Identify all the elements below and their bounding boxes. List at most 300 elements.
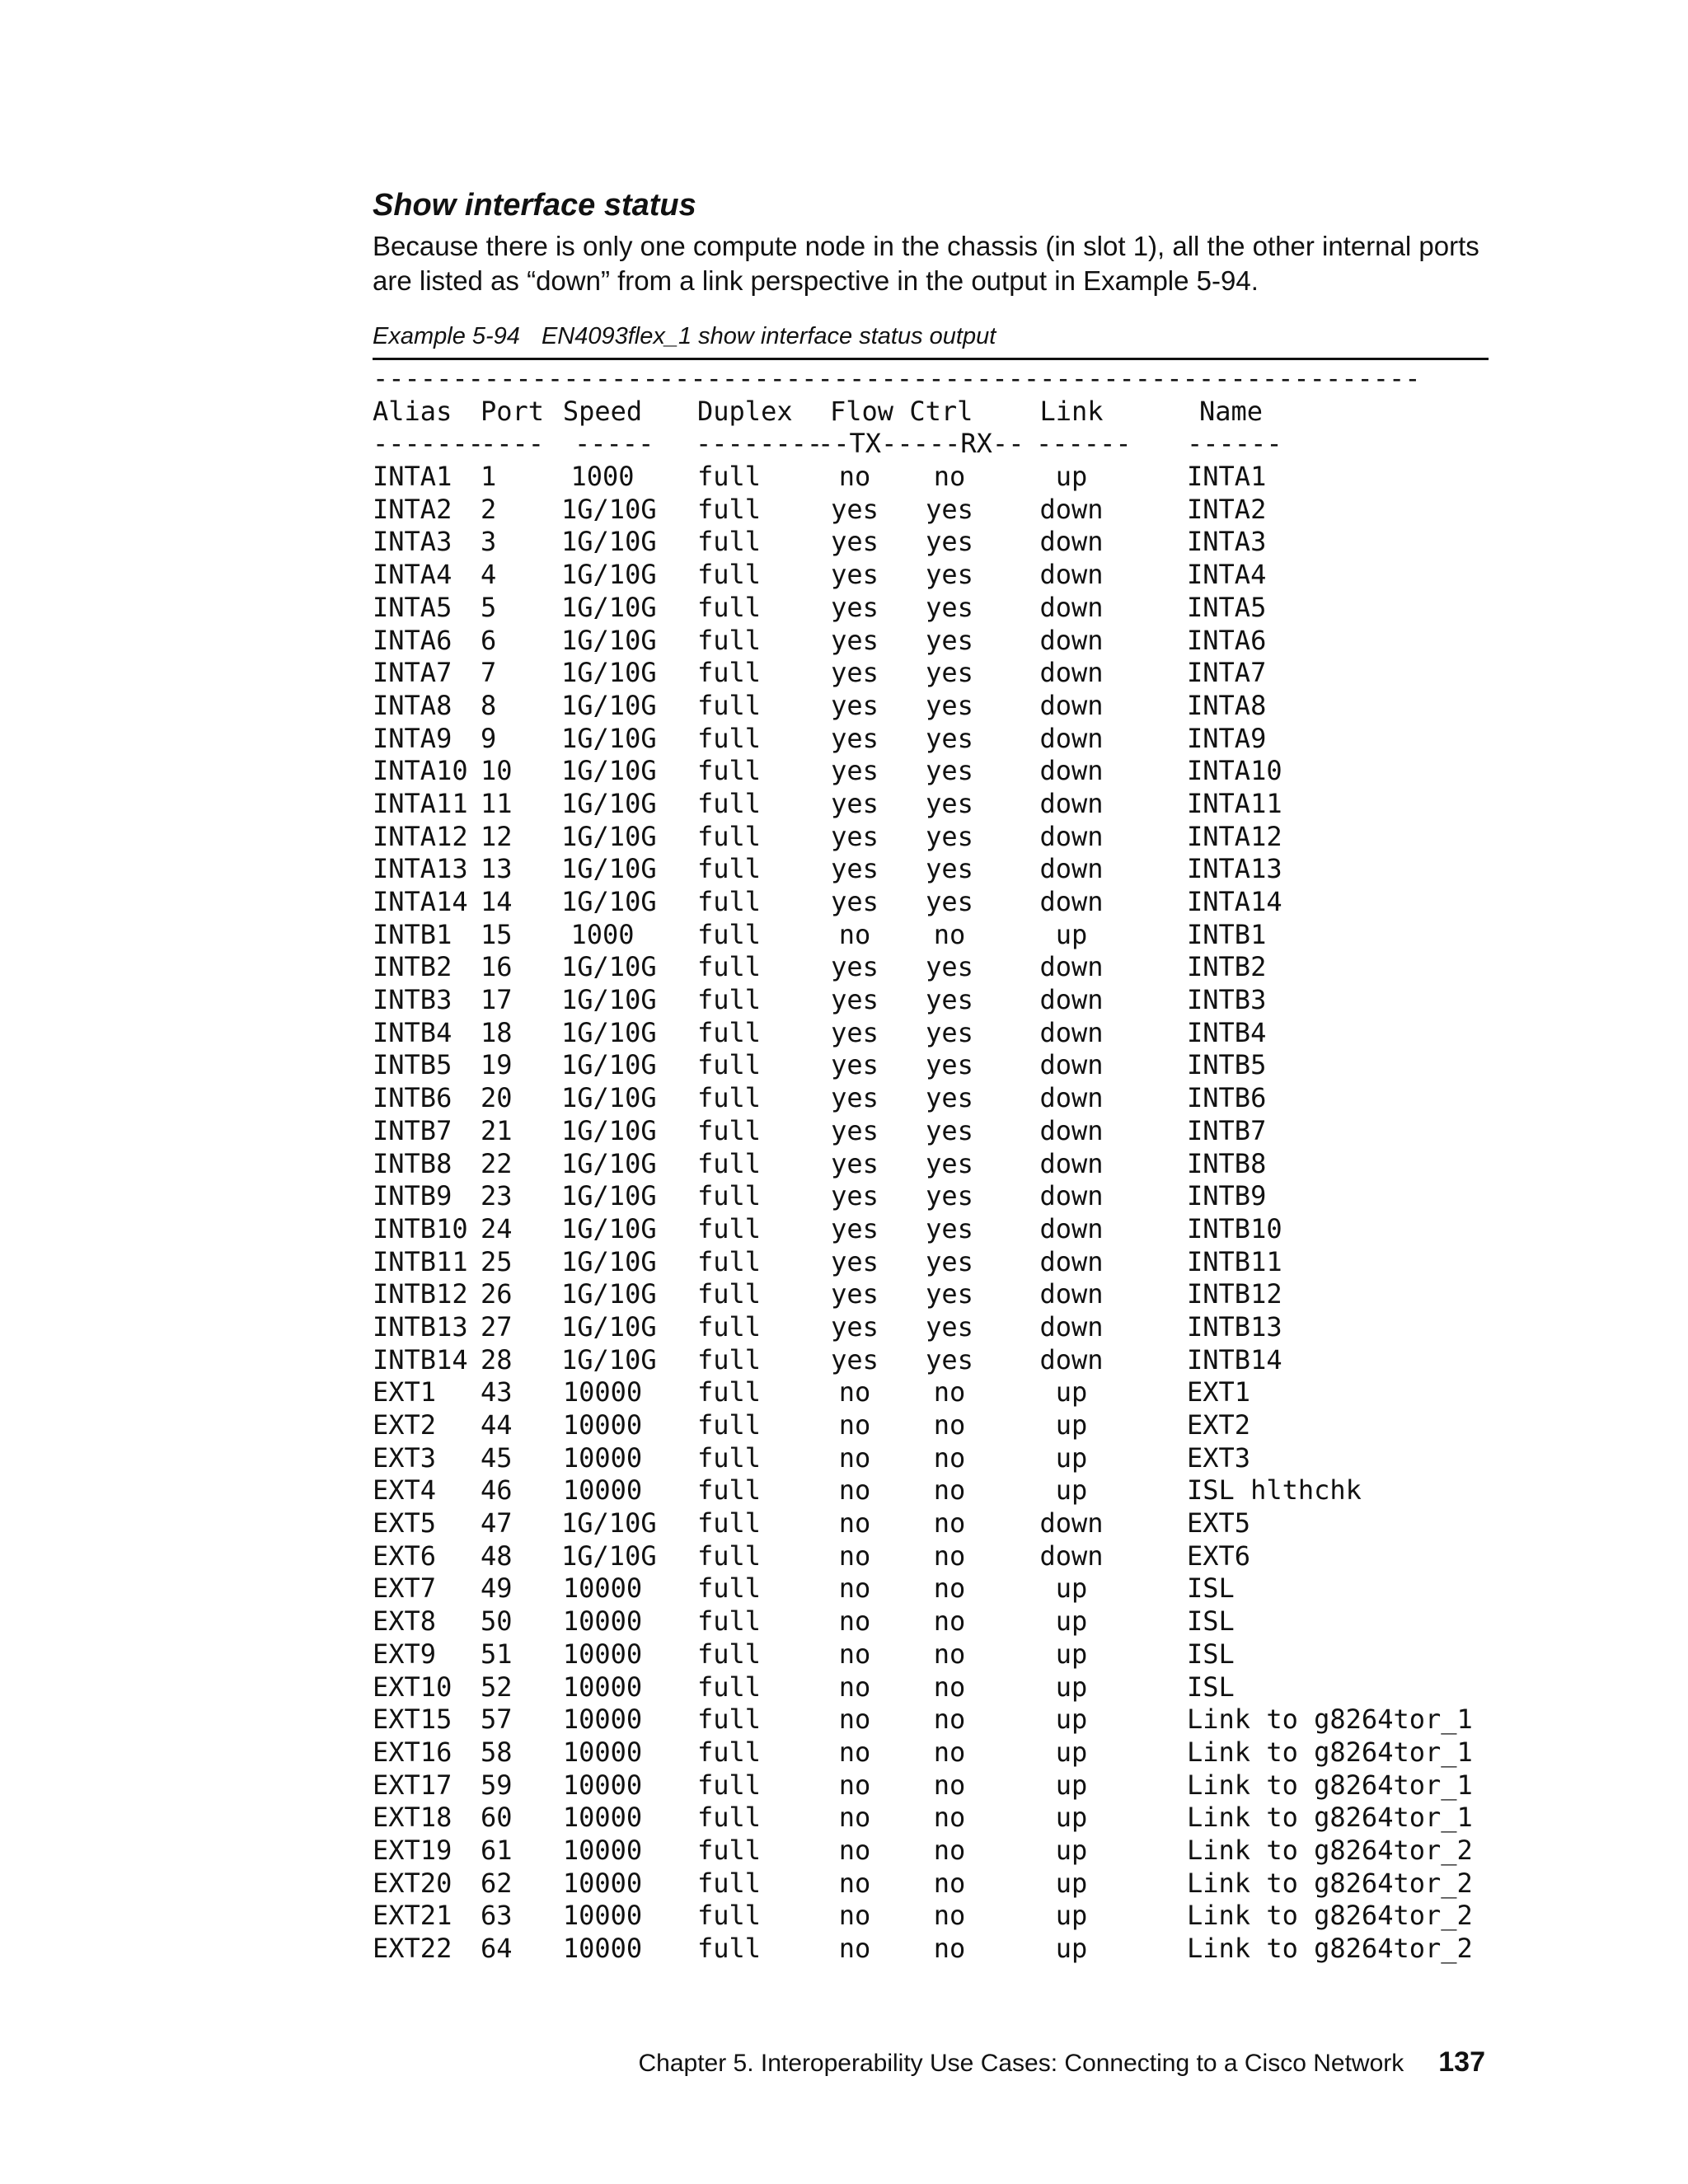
interface-row bbox=[373, 657, 1493, 690]
interface-row bbox=[373, 1736, 1493, 1769]
underline-name: ------ bbox=[1187, 428, 1282, 460]
cell-duplex: full bbox=[697, 1343, 762, 1376]
cell-link: down bbox=[1039, 689, 1104, 721]
cell-flow-tx: yes bbox=[831, 853, 879, 885]
cell-port: 52 bbox=[481, 1671, 513, 1703]
cell-port: 15 bbox=[481, 918, 513, 950]
interface-row bbox=[373, 1933, 1493, 1966]
cell-duplex: full bbox=[697, 1441, 762, 1474]
cell-flow-tx: no bbox=[838, 1441, 871, 1474]
cell-flow-rx: no bbox=[933, 1507, 966, 1540]
cell-flow-tx: yes bbox=[831, 1016, 879, 1048]
cell-flow-tx: no bbox=[838, 1474, 871, 1507]
interface-row bbox=[373, 1802, 1493, 1835]
cell-flow-tx: no bbox=[838, 1540, 871, 1572]
cell-port: 51 bbox=[481, 1638, 513, 1670]
cell-duplex: full bbox=[697, 1474, 762, 1507]
cell-alias: INTB1 bbox=[373, 918, 452, 950]
cell-alias: EXT19 bbox=[373, 1834, 452, 1866]
cell-link: up bbox=[1055, 1474, 1088, 1507]
cell-flow-rx: yes bbox=[926, 1180, 973, 1212]
cell-link: down bbox=[1039, 755, 1104, 787]
header-alias: Alias bbox=[373, 395, 452, 427]
interface-row bbox=[373, 1082, 1493, 1115]
cell-port: 58 bbox=[481, 1736, 513, 1768]
cell-duplex: full bbox=[697, 1671, 762, 1703]
cell-duplex: full bbox=[697, 1834, 762, 1866]
cell-port: 2 bbox=[481, 493, 497, 525]
cell-flow-tx: yes bbox=[831, 1310, 879, 1343]
cell-name: INTB13 bbox=[1187, 1310, 1282, 1343]
cell-alias: INTA5 bbox=[373, 591, 452, 623]
cell-link: down bbox=[1039, 1343, 1104, 1376]
cell-speed: 1G/10G bbox=[561, 1507, 657, 1540]
interface-row bbox=[373, 821, 1493, 854]
cell-duplex: full bbox=[697, 1736, 762, 1768]
cell-speed: 1G/10G bbox=[561, 1114, 657, 1146]
cell-duplex: full bbox=[697, 853, 762, 885]
cell-name: INTA5 bbox=[1187, 591, 1267, 623]
section-heading: Show interface status bbox=[373, 188, 696, 223]
cell-alias: INTB3 bbox=[373, 984, 452, 1016]
cell-link: up bbox=[1055, 1900, 1088, 1932]
interface-row bbox=[373, 1507, 1493, 1540]
cell-link: down bbox=[1039, 722, 1104, 754]
header-link: Link bbox=[1039, 395, 1104, 427]
cell-duplex: full bbox=[697, 951, 762, 983]
cell-name: ISL bbox=[1187, 1638, 1235, 1670]
cell-duplex: full bbox=[697, 1867, 762, 1899]
interface-row bbox=[373, 1017, 1493, 1050]
cell-alias: INTB6 bbox=[373, 1082, 452, 1114]
cell-link: down bbox=[1039, 951, 1104, 983]
cell-alias: EXT20 bbox=[373, 1867, 452, 1899]
cell-duplex: full bbox=[697, 1082, 762, 1114]
cell-speed: 1G/10G bbox=[561, 787, 657, 819]
cell-name: EXT5 bbox=[1187, 1507, 1251, 1540]
cell-flow-tx: no bbox=[838, 1802, 871, 1834]
interface-row bbox=[373, 526, 1493, 559]
cell-flow-tx: yes bbox=[831, 689, 879, 721]
cell-port: 3 bbox=[481, 526, 497, 558]
caption-label: Example 5-94 bbox=[373, 323, 520, 349]
cell-speed: 10000 bbox=[562, 1474, 643, 1507]
cell-link: up bbox=[1055, 1933, 1088, 1964]
cell-alias: EXT7 bbox=[373, 1572, 437, 1605]
cell-flow-tx: yes bbox=[831, 657, 879, 689]
cell-duplex: full bbox=[697, 1802, 762, 1834]
cell-name: INTA9 bbox=[1187, 722, 1267, 754]
cell-port: 11 bbox=[481, 787, 513, 819]
cell-name: Link to g8264tor_1 bbox=[1187, 1736, 1473, 1768]
cell-speed: 1G/10G bbox=[561, 722, 657, 754]
cell-flow-tx: yes bbox=[831, 787, 879, 819]
cell-alias: INTB5 bbox=[373, 1049, 452, 1081]
cell-flow-rx: yes bbox=[926, 722, 973, 754]
cell-duplex: full bbox=[697, 526, 762, 558]
cell-link: up bbox=[1055, 1671, 1088, 1703]
cell-duplex: full bbox=[697, 820, 762, 852]
underline-port: ---- bbox=[481, 428, 545, 460]
cell-name: Link to g8264tor_2 bbox=[1187, 1867, 1473, 1899]
interface-row bbox=[373, 1213, 1493, 1246]
cell-alias: INTA6 bbox=[373, 624, 452, 656]
cell-name: INTB8 bbox=[1187, 1147, 1267, 1179]
interface-row bbox=[373, 1344, 1493, 1377]
cell-port: 64 bbox=[481, 1933, 513, 1964]
cell-speed: 1G/10G bbox=[561, 624, 657, 656]
cell-flow-tx: no bbox=[838, 1704, 871, 1736]
cell-duplex: full bbox=[697, 1572, 762, 1605]
cell-name: ISL bbox=[1187, 1572, 1235, 1605]
cell-name: INTA12 bbox=[1187, 820, 1282, 852]
header-port: Port bbox=[481, 395, 545, 427]
cell-alias: INTA4 bbox=[373, 559, 452, 591]
interface-row bbox=[373, 1115, 1493, 1148]
cell-speed: 10000 bbox=[562, 1605, 643, 1638]
cell-duplex: full bbox=[697, 657, 762, 689]
cell-name: INTA3 bbox=[1187, 526, 1267, 558]
cell-speed: 1G/10G bbox=[561, 559, 657, 591]
cell-speed: 1G/10G bbox=[561, 1049, 657, 1081]
cell-flow-tx: no bbox=[838, 1638, 871, 1670]
interface-row bbox=[373, 1835, 1493, 1868]
cell-flow-tx: no bbox=[838, 1769, 871, 1801]
cell-name: INTB2 bbox=[1187, 951, 1267, 983]
cell-name: INTB3 bbox=[1187, 984, 1267, 1016]
cell-duplex: full bbox=[697, 1900, 762, 1932]
cell-speed: 10000 bbox=[562, 1638, 643, 1670]
cell-alias: INTB2 bbox=[373, 951, 452, 983]
header-row bbox=[373, 396, 1493, 429]
cell-speed: 1G/10G bbox=[561, 1016, 657, 1048]
interface-row bbox=[373, 1769, 1493, 1802]
cell-alias: EXT2 bbox=[373, 1409, 437, 1441]
interface-row bbox=[373, 1442, 1493, 1475]
cell-flow-rx: yes bbox=[926, 559, 973, 591]
underline-alias: ------- bbox=[373, 428, 484, 460]
cell-speed: 1000 bbox=[570, 461, 635, 493]
cell-speed: 1G/10G bbox=[561, 853, 657, 885]
cell-alias: INTB14 bbox=[373, 1343, 468, 1376]
cell-speed: 1G/10G bbox=[561, 1147, 657, 1179]
cell-alias: INTA1 bbox=[373, 461, 452, 493]
cell-link: down bbox=[1039, 1016, 1104, 1048]
interface-row bbox=[373, 1605, 1493, 1638]
cell-link: up bbox=[1055, 1409, 1088, 1441]
cell-port: 8 bbox=[481, 689, 497, 721]
page-number: 137 bbox=[1438, 2046, 1485, 2078]
cell-name: INTA14 bbox=[1187, 886, 1282, 917]
cell-alias: EXT1 bbox=[373, 1376, 437, 1408]
cell-port: 13 bbox=[481, 853, 513, 885]
header-flow-ctrl: Flow Ctrl bbox=[830, 395, 973, 427]
cell-speed: 1G/10G bbox=[561, 689, 657, 721]
cell-alias: EXT22 bbox=[373, 1933, 452, 1964]
cell-flow-rx: yes bbox=[926, 493, 973, 525]
cell-flow-rx: no bbox=[933, 1572, 966, 1605]
underline-link: ------ bbox=[1036, 428, 1132, 460]
cell-port: 21 bbox=[481, 1114, 513, 1146]
interface-row bbox=[373, 1638, 1493, 1671]
cell-duplex: full bbox=[697, 461, 762, 493]
cell-port: 14 bbox=[481, 886, 513, 917]
cell-speed: 10000 bbox=[562, 1409, 643, 1441]
cell-duplex: full bbox=[697, 1638, 762, 1670]
header-duplex: Duplex bbox=[697, 395, 793, 427]
cell-link: down bbox=[1039, 787, 1104, 819]
caption-title: EN4093flex_1 show interface status output bbox=[541, 323, 996, 349]
cell-flow-rx: yes bbox=[926, 820, 973, 852]
cell-flow-tx: yes bbox=[831, 1278, 879, 1310]
cell-name: EXT6 bbox=[1187, 1540, 1251, 1572]
interface-row bbox=[373, 1148, 1493, 1181]
cell-alias: EXT6 bbox=[373, 1540, 437, 1572]
cell-link: up bbox=[1055, 1736, 1088, 1768]
cell-link: up bbox=[1055, 1867, 1088, 1899]
footer-chapter: Chapter 5. Interoperability Use Cases: Connecting to a Cisco Network bbox=[638, 2050, 1404, 2077]
cell-speed: 1G/10G bbox=[561, 820, 657, 852]
cell-duplex: full bbox=[697, 1310, 762, 1343]
cell-alias: INTA8 bbox=[373, 689, 452, 721]
cell-link: down bbox=[1039, 591, 1104, 623]
cell-duplex: full bbox=[697, 755, 762, 787]
cell-flow-rx: yes bbox=[926, 526, 973, 558]
cell-alias: INTB12 bbox=[373, 1278, 468, 1310]
cell-link: down bbox=[1039, 1082, 1104, 1114]
cell-flow-tx: yes bbox=[831, 1114, 879, 1146]
cell-link: down bbox=[1039, 853, 1104, 885]
cell-flow-rx: yes bbox=[926, 984, 973, 1016]
cell-speed: 10000 bbox=[562, 1867, 643, 1899]
cell-flow-tx: yes bbox=[831, 886, 879, 917]
cell-flow-tx: yes bbox=[831, 1049, 879, 1081]
cell-flow-rx: no bbox=[933, 461, 966, 493]
cell-link: down bbox=[1039, 657, 1104, 689]
cell-name: INTB7 bbox=[1187, 1114, 1267, 1146]
cell-flow-rx: yes bbox=[926, 1278, 973, 1310]
cell-alias: EXT18 bbox=[373, 1802, 452, 1834]
cell-flow-rx: yes bbox=[926, 1245, 973, 1277]
underline-speed: ----- bbox=[574, 428, 654, 460]
cell-speed: 1G/10G bbox=[561, 526, 657, 558]
cell-port: 17 bbox=[481, 984, 513, 1016]
cell-speed: 10000 bbox=[562, 1900, 643, 1932]
cell-name: INTB6 bbox=[1187, 1082, 1267, 1114]
cell-port: 24 bbox=[481, 1212, 513, 1244]
cell-flow-rx: no bbox=[933, 1867, 966, 1899]
cell-name: INTA10 bbox=[1187, 755, 1282, 787]
cell-speed: 10000 bbox=[562, 1834, 643, 1866]
cell-link: down bbox=[1039, 1180, 1104, 1212]
interface-row bbox=[373, 559, 1493, 592]
cell-flow-tx: no bbox=[838, 1409, 871, 1441]
header-speed: Speed bbox=[562, 395, 643, 427]
cell-flow-rx: no bbox=[933, 1409, 966, 1441]
cell-alias: EXT17 bbox=[373, 1769, 452, 1801]
cell-duplex: full bbox=[697, 1704, 762, 1736]
cell-speed: 10000 bbox=[562, 1572, 643, 1605]
cell-name: INTA6 bbox=[1187, 624, 1267, 656]
cell-alias: EXT16 bbox=[373, 1736, 452, 1768]
cell-duplex: full bbox=[697, 1147, 762, 1179]
cell-duplex: full bbox=[697, 1278, 762, 1310]
cell-port: 48 bbox=[481, 1540, 513, 1572]
cell-name: INTB1 bbox=[1187, 918, 1267, 950]
cell-flow-rx: yes bbox=[926, 591, 973, 623]
cell-link: up bbox=[1055, 1605, 1088, 1638]
cell-alias: INTA9 bbox=[373, 722, 452, 754]
cell-duplex: full bbox=[697, 787, 762, 819]
interface-row bbox=[373, 755, 1493, 788]
cell-flow-tx: no bbox=[838, 1834, 871, 1866]
cell-flow-rx: yes bbox=[926, 689, 973, 721]
cell-name: ISL bbox=[1187, 1605, 1235, 1638]
cell-speed: 1G/10G bbox=[561, 657, 657, 689]
cell-alias: INTB8 bbox=[373, 1147, 452, 1179]
cell-flow-rx: no bbox=[933, 1769, 966, 1801]
cell-flow-rx: yes bbox=[926, 755, 973, 787]
cell-flow-rx: no bbox=[933, 1933, 966, 1964]
cell-flow-tx: no bbox=[838, 1736, 871, 1768]
cell-port: 18 bbox=[481, 1016, 513, 1048]
cell-flow-rx: no bbox=[933, 1441, 966, 1474]
cell-flow-rx: yes bbox=[926, 886, 973, 917]
cell-name: Link to g8264tor_1 bbox=[1187, 1704, 1473, 1736]
cell-port: 28 bbox=[481, 1343, 513, 1376]
cell-flow-tx: no bbox=[838, 1867, 871, 1899]
interface-row bbox=[373, 1540, 1493, 1573]
cell-alias: INTB4 bbox=[373, 1016, 452, 1048]
cell-name: INTB12 bbox=[1187, 1278, 1282, 1310]
interface-row bbox=[373, 1278, 1493, 1311]
cell-link: up bbox=[1055, 1769, 1088, 1801]
separator-text: ------------------------------------------------------------------ bbox=[373, 363, 1421, 394]
cell-flow-rx: no bbox=[933, 1376, 966, 1408]
header-underline-row bbox=[373, 428, 1493, 461]
cell-flow-tx: yes bbox=[831, 820, 879, 852]
cell-alias: EXT8 bbox=[373, 1605, 437, 1638]
cell-alias: INTB9 bbox=[373, 1180, 452, 1212]
cell-alias: EXT4 bbox=[373, 1474, 437, 1507]
cell-alias: INTB10 bbox=[373, 1212, 468, 1244]
cell-speed: 1G/10G bbox=[561, 591, 657, 623]
cell-name: INTA7 bbox=[1187, 657, 1267, 689]
cell-name: Link to g8264tor_1 bbox=[1187, 1802, 1473, 1834]
cell-speed: 1G/10G bbox=[561, 1212, 657, 1244]
cell-flow-rx: yes bbox=[926, 657, 973, 689]
cell-port: 20 bbox=[481, 1082, 513, 1114]
cell-duplex: full bbox=[697, 1016, 762, 1048]
interface-row bbox=[373, 494, 1493, 527]
cell-name: Link to g8264tor_2 bbox=[1187, 1834, 1473, 1866]
cell-flow-rx: yes bbox=[926, 1082, 973, 1114]
separator-line bbox=[373, 363, 1493, 396]
cell-flow-tx: no bbox=[838, 1933, 871, 1964]
cell-flow-tx: yes bbox=[831, 493, 879, 525]
cell-speed: 1G/10G bbox=[561, 1343, 657, 1376]
cell-port: 47 bbox=[481, 1507, 513, 1540]
cell-speed: 1000 bbox=[570, 918, 635, 950]
cell-speed: 1G/10G bbox=[561, 1180, 657, 1212]
cell-flow-rx: yes bbox=[926, 624, 973, 656]
cell-alias: INTB7 bbox=[373, 1114, 452, 1146]
cell-flow-rx: yes bbox=[926, 1147, 973, 1179]
interface-row bbox=[373, 1868, 1493, 1900]
cell-port: 45 bbox=[481, 1441, 513, 1474]
cell-name: Link to g8264tor_2 bbox=[1187, 1933, 1473, 1964]
cell-port: 50 bbox=[481, 1605, 513, 1638]
cell-link: down bbox=[1039, 886, 1104, 917]
cell-flow-tx: yes bbox=[831, 1082, 879, 1114]
cell-link: down bbox=[1039, 559, 1104, 591]
cell-port: 59 bbox=[481, 1769, 513, 1801]
cell-flow-tx: yes bbox=[831, 1245, 879, 1277]
interface-rows bbox=[373, 461, 1493, 1966]
cell-flow-rx: no bbox=[933, 1900, 966, 1932]
cell-link: down bbox=[1039, 493, 1104, 525]
cell-flow-tx: yes bbox=[831, 722, 879, 754]
cell-port: 43 bbox=[481, 1376, 513, 1408]
cell-flow-rx: no bbox=[933, 1802, 966, 1834]
cell-flow-tx: no bbox=[838, 1671, 871, 1703]
interface-row bbox=[373, 625, 1493, 658]
interface-row bbox=[373, 1376, 1493, 1409]
cell-link: up bbox=[1055, 1802, 1088, 1834]
cell-link: down bbox=[1039, 1540, 1104, 1572]
cell-flow-tx: yes bbox=[831, 624, 879, 656]
cell-link: up bbox=[1055, 1572, 1088, 1605]
cell-port: 25 bbox=[481, 1245, 513, 1277]
cell-flow-tx: yes bbox=[831, 526, 879, 558]
underline-duplex: -------- bbox=[696, 428, 823, 460]
cell-flow-tx: yes bbox=[831, 559, 879, 591]
cell-flow-rx: yes bbox=[926, 1049, 973, 1081]
cell-port: 1 bbox=[481, 461, 497, 493]
interface-row bbox=[373, 853, 1493, 886]
cell-name: EXT3 bbox=[1187, 1441, 1251, 1474]
cell-speed: 10000 bbox=[562, 1441, 643, 1474]
cell-flow-tx: no bbox=[838, 1376, 871, 1408]
cell-port: 10 bbox=[481, 755, 513, 787]
cell-duplex: full bbox=[697, 689, 762, 721]
cell-port: 57 bbox=[481, 1704, 513, 1736]
cell-flow-tx: yes bbox=[831, 755, 879, 787]
cell-link: down bbox=[1039, 1245, 1104, 1277]
cell-link: down bbox=[1039, 984, 1104, 1016]
cell-duplex: full bbox=[697, 1409, 762, 1441]
cell-port: 12 bbox=[481, 820, 513, 852]
cell-port: 26 bbox=[481, 1278, 513, 1310]
cell-port: 5 bbox=[481, 591, 497, 623]
cell-link: down bbox=[1039, 1310, 1104, 1343]
cell-flow-rx: yes bbox=[926, 1343, 973, 1376]
cell-speed: 1G/10G bbox=[561, 886, 657, 917]
cell-port: 27 bbox=[481, 1310, 513, 1343]
cell-flow-tx: yes bbox=[831, 1212, 879, 1244]
header-name: Name bbox=[1199, 395, 1264, 427]
cell-flow-tx: yes bbox=[831, 951, 879, 983]
interface-row bbox=[373, 1474, 1493, 1507]
interface-row bbox=[373, 1311, 1493, 1344]
cell-flow-rx: no bbox=[933, 1474, 966, 1507]
cell-alias: INTB13 bbox=[373, 1310, 468, 1343]
cell-port: 44 bbox=[481, 1409, 513, 1441]
cell-name: Link to g8264tor_2 bbox=[1187, 1900, 1473, 1932]
cell-link: up bbox=[1055, 1638, 1088, 1670]
cell-port: 49 bbox=[481, 1572, 513, 1605]
cell-alias: INTB11 bbox=[373, 1245, 468, 1277]
